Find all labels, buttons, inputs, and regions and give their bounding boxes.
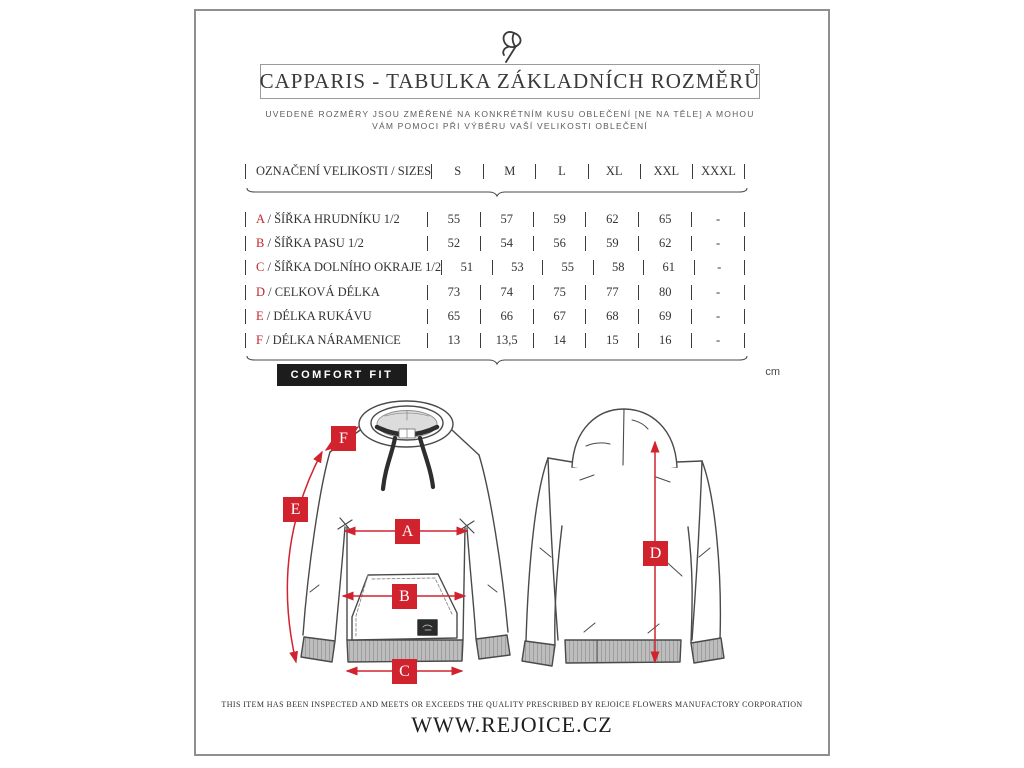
measure-value: 65 — [658, 211, 672, 226]
measure-value: 14 — [553, 333, 566, 348]
measure-value: - — [717, 260, 722, 275]
measure-label — [246, 260, 441, 275]
measure-value: 52 — [447, 235, 461, 250]
measure-value: - — [715, 284, 721, 299]
table-row — [245, 256, 745, 280]
measure-name: / CELKOVÁ DÉLKA — [265, 284, 380, 299]
column-separator — [744, 236, 745, 251]
measure-value: 62 — [606, 211, 619, 226]
measure-label — [246, 333, 427, 348]
measure-value: 56 — [553, 235, 566, 250]
column-separator — [744, 285, 745, 300]
measure-name: / ŠÍŘKA DOLNÍHO OKRAJE 1/2 — [264, 260, 442, 275]
measure-value: 62 — [658, 235, 672, 250]
measure-value: 68 — [606, 308, 619, 323]
subtitle — [235, 108, 785, 132]
fit-badge — [277, 364, 407, 386]
measure-value: 15 — [606, 333, 619, 348]
measure-value: 55 — [447, 211, 461, 226]
flower-logo-icon — [497, 27, 531, 65]
size-column-header: S — [454, 163, 462, 178]
measure-value: 67 — [553, 308, 566, 323]
measure-value: 69 — [658, 308, 672, 323]
label-box-E: E — [283, 497, 308, 522]
column-separator — [744, 260, 745, 275]
measure-name: / DÉLKA RUKÁVU — [263, 308, 372, 323]
label-box-C: C — [392, 659, 417, 684]
table-row — [245, 231, 745, 255]
subtitle-line-1: UVEDENÉ ROZMĚRY JSOU ZMĚŘENÉ NA KONKRÉTNÍM KUSU OBLEČENÍ [NE NA TĚLE] A MOHOU — [265, 109, 755, 119]
measure-label — [246, 212, 427, 227]
measure-value: 57 — [500, 211, 513, 226]
column-separator — [744, 212, 745, 227]
table-header-row — [245, 161, 745, 181]
measure-value: 13 — [447, 333, 461, 348]
measure-value: 55 — [561, 260, 575, 275]
measure-value: 16 — [658, 333, 672, 348]
table-top-divider — [245, 187, 749, 199]
measure-value: 58 — [612, 260, 625, 275]
measure-value: - — [715, 308, 721, 323]
size-column-header: M — [504, 163, 516, 178]
website-url: WWW.REJOICE.CZ — [411, 712, 613, 737]
inspection-note: THIS ITEM HAS BEEN INSPECTED AND MEETS OR EXCEEDS THE QUALITY PRESCRIBED BY REJOICE FLOWERS MANUFACTORY CORPORATION — [221, 700, 803, 709]
measure-value: 13,5 — [495, 333, 518, 348]
table-row — [245, 328, 745, 352]
measure-letter: F — [256, 333, 263, 348]
label-box-B: B — [392, 584, 417, 609]
column-separator — [744, 309, 745, 324]
measure-value: 77 — [606, 284, 619, 299]
measure-value: 80 — [658, 284, 672, 299]
title-box — [260, 64, 760, 99]
measure-name: / ŠÍŘKA PASU 1/2 — [264, 235, 364, 250]
measure-letter: A — [256, 211, 265, 226]
measure-value: 59 — [606, 235, 619, 250]
measure-value: 53 — [511, 260, 524, 275]
size-column-header: XXL — [653, 163, 680, 178]
measure-value: 74 — [500, 284, 513, 299]
measure-letter: C — [256, 260, 265, 275]
measure-letter: E — [256, 308, 264, 323]
measure-value: - — [715, 333, 721, 348]
label-box-D: D — [643, 541, 668, 566]
measure-value: 66 — [500, 308, 513, 323]
measure-value: 75 — [553, 284, 566, 299]
size-column-header: XXXL — [701, 163, 736, 178]
column-separator — [744, 333, 745, 348]
size-column-header: XL — [605, 163, 623, 178]
measure-value: 54 — [500, 235, 513, 250]
table-row — [245, 304, 745, 328]
measure-value: 61 — [662, 260, 676, 275]
measure-value: - — [715, 211, 721, 226]
fit-badge-label: COMFORT FIT — [290, 369, 394, 381]
measure-letter: B — [256, 235, 265, 250]
measure-label — [246, 285, 427, 300]
table-row — [245, 207, 745, 231]
label-box-F: F — [331, 426, 356, 451]
table-row — [245, 280, 745, 304]
column-separator — [744, 164, 745, 179]
arrow-E — [287, 452, 322, 662]
size-table — [245, 161, 745, 367]
measure-value: 73 — [447, 284, 461, 299]
measure-label — [246, 236, 427, 251]
measure-name: / ŠÍŘKA HRUDNÍKU 1/2 — [264, 211, 400, 226]
measure-value: 59 — [553, 211, 566, 226]
measure-name: / DÉLKA NÁRAMENICE — [262, 333, 401, 348]
subtitle-line-2: VÁM POMOCI PŘI VÝBĚRU VAŠÍ VELIKOSTI OBLEČENÍ — [372, 121, 648, 131]
measure-value: 51 — [460, 260, 474, 275]
measure-label — [246, 309, 427, 324]
unit-label: cm — [765, 366, 780, 378]
label-box-A: A — [395, 519, 420, 544]
measure-value: - — [715, 235, 721, 250]
measure-value: 65 — [447, 308, 461, 323]
table-body — [245, 207, 745, 353]
measure-letter: D — [256, 284, 266, 299]
table-header-label: OZNAČENÍ VELIKOSTI / SIZES — [256, 163, 432, 178]
size-column-header: L — [558, 163, 566, 178]
page-title: CAPPARIS - TABULKA ZÁKLADNÍCH ROZMĚRŮ — [259, 69, 761, 93]
